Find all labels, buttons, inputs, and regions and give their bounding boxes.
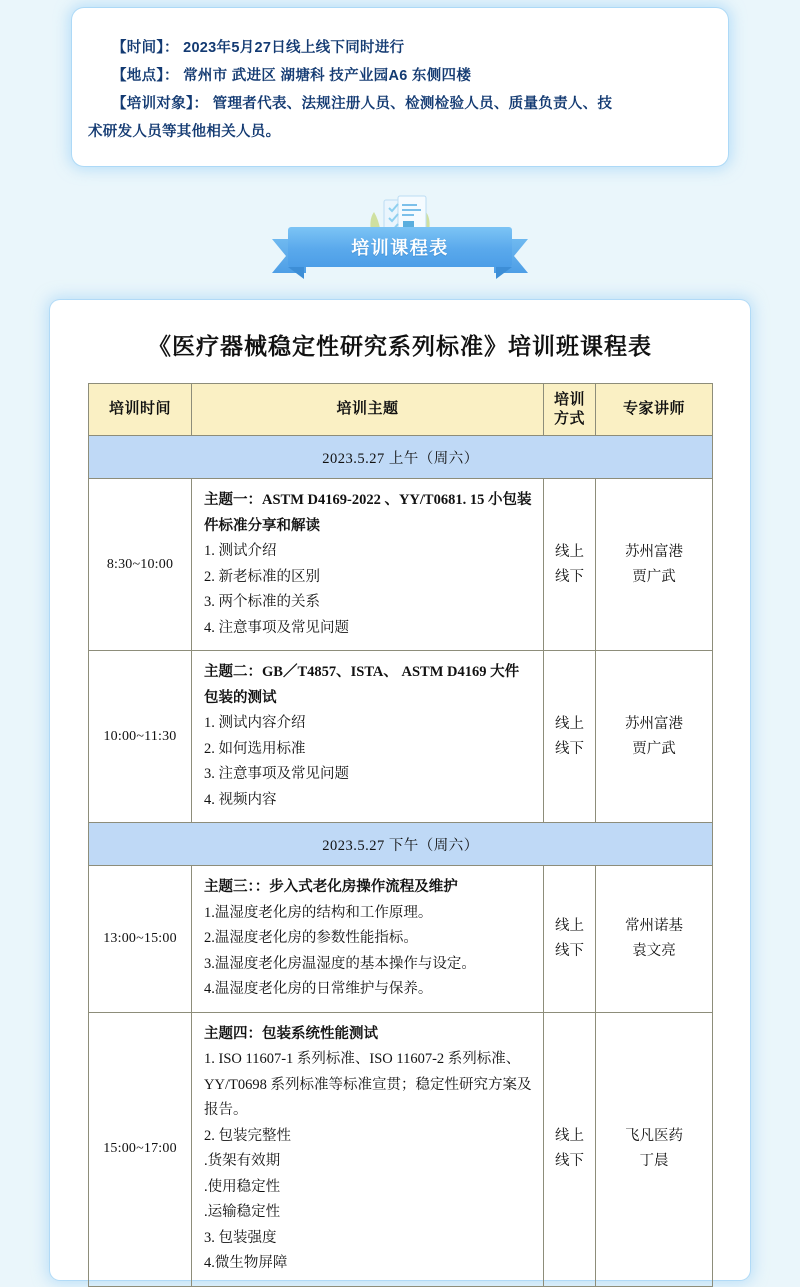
topic-item: 2. 新老标准的区别 — [204, 568, 320, 585]
column-header-mode-line2: 方式 — [553, 410, 585, 427]
topic-item: 3. 两个标准的关系 — [204, 594, 320, 610]
cell-topic — [192, 1012, 544, 1286]
table-row — [89, 1012, 713, 1286]
topic-heading: 主题三：：步入式老化房操作流程及维护 — [204, 879, 458, 895]
topic-item: 3. 注意事项及常见问题 — [204, 766, 349, 782]
topic-item: 4.微生物屏障 — [204, 1255, 288, 1271]
cell-speaker — [596, 866, 713, 1013]
section-banner — [0, 190, 800, 286]
topic-item: 1. ISO 11607-1 系列标准、ISO 11607-2 系列标准、YY/T0698 系列标准等标准宣贯；稳定性研究方案及报告。 — [204, 1051, 532, 1118]
topic-item: 1. 测试介绍 — [204, 543, 277, 559]
section-header-row — [89, 436, 713, 479]
page-title: 《医疗器械稳定性研究系列标准》培训班课程表 — [148, 334, 652, 359]
topic-item: 1. 测试内容介绍 — [204, 715, 306, 731]
mode-line1: 线上 — [555, 715, 584, 732]
cell-mode — [544, 479, 596, 651]
topic-heading: 主题二：GB／T4857、ISTA、 ASTM D4169 大件包装的测试 — [204, 664, 520, 706]
speaker-company: 苏州富港 — [625, 543, 683, 560]
speaker-name: 丁晨 — [639, 1153, 669, 1169]
cell-mode — [544, 651, 596, 823]
column-header-mode — [544, 384, 596, 436]
speaker-name: 贾广武 — [632, 568, 676, 585]
topic-item: .货架有效期 — [204, 1153, 281, 1169]
column-header-topic: 培训主题 — [192, 384, 544, 436]
mode-line1: 线上 — [555, 543, 584, 560]
speaker-name: 贾广武 — [632, 740, 676, 757]
mode-line2: 线下 — [555, 1153, 584, 1169]
ribbon-banner — [288, 227, 512, 267]
event-time-line: 【时间】： 2023年5月27日线上线下同时进行 — [112, 40, 405, 56]
cell-time: 13:00~15:00 — [89, 866, 192, 1013]
table-row — [89, 651, 713, 823]
cell-topic — [192, 866, 544, 1013]
ribbon-label: 培训课程表 — [351, 238, 449, 258]
topic-item: 2. 如何选用标准 — [204, 740, 306, 757]
topic-heading: 主题一：ASTM D4169-2022 、YY/T0681. 15 小包装件标准分享和解读 — [204, 492, 532, 534]
table-header-row — [89, 384, 713, 436]
cell-time: 10:00~11:30 — [89, 651, 192, 823]
table-row — [89, 866, 713, 1013]
mode-line1: 线上 — [555, 1128, 584, 1144]
speaker-name: 袁文亮 — [632, 942, 676, 959]
ribbon-fold-right — [496, 267, 512, 279]
ribbon-fold-left — [288, 267, 304, 279]
speaker-company: 常州诺基 — [625, 917, 683, 934]
cell-mode — [544, 866, 596, 1013]
topic-item: 2.温湿度老化房的参数性能指标。 — [204, 930, 418, 946]
topic-item: 4.温湿度老化房的日常维护与保养。 — [204, 981, 433, 997]
section-header-morning: 2023.5.27 上午（周六） — [89, 436, 713, 479]
event-audience-line-continued: 术研发人员等其他相关人员。 — [88, 124, 281, 140]
cell-mode — [544, 1012, 596, 1286]
cell-time: 8:30~10:00 — [89, 479, 192, 651]
column-header-time: 培训时间 — [89, 384, 192, 436]
mode-line2: 线下 — [555, 942, 584, 959]
event-info-card — [72, 8, 728, 166]
mode-line2: 线下 — [555, 568, 584, 585]
cell-speaker — [596, 651, 713, 823]
topic-item: .运输稳定性 — [204, 1204, 281, 1220]
cell-speaker — [596, 1012, 713, 1286]
column-header-mode-line1: 培训 — [553, 391, 585, 408]
event-location-line: 【地点】： 常州市 武进区 湖塘科 技产业园A6 东侧四楼 — [112, 68, 472, 84]
speaker-company: 苏州富港 — [625, 715, 683, 732]
mode-line1: 线上 — [555, 917, 584, 934]
cell-time: 15:00~17:00 — [89, 1012, 192, 1286]
topic-item: 4. 视频内容 — [204, 791, 277, 808]
mode-line2: 线下 — [555, 740, 584, 757]
speaker-company: 飞凡医药 — [625, 1128, 683, 1144]
column-header-speaker: 专家讲师 — [596, 384, 713, 436]
event-audience-line: 【培训对象】： 管理者代表、法规注册人员、检测检验人员、质量负责人、技 — [112, 96, 613, 112]
training-schedule-table — [88, 383, 713, 1287]
topic-item: .使用稳定性 — [204, 1178, 281, 1195]
topic-item: 1.温湿度老化房的结构和工作原理。 — [204, 904, 433, 921]
topic-item: 3.温湿度老化房温湿度的基本操作与设定。 — [204, 955, 476, 972]
section-header-row — [89, 823, 713, 866]
table-row — [89, 479, 713, 651]
section-header-afternoon: 2023.5.27 下午（周六） — [89, 823, 713, 866]
cell-topic — [192, 479, 544, 651]
topic-item: 2. 包装完整性 — [204, 1127, 291, 1144]
topic-item: 3. 包装强度 — [204, 1229, 277, 1246]
schedule-card — [50, 300, 750, 1280]
cell-topic — [192, 651, 544, 823]
topic-heading: 主题四：包装系统性能测试 — [204, 1025, 378, 1042]
cell-speaker — [596, 479, 713, 651]
topic-item: 4. 注意事项及常见问题 — [204, 619, 349, 636]
